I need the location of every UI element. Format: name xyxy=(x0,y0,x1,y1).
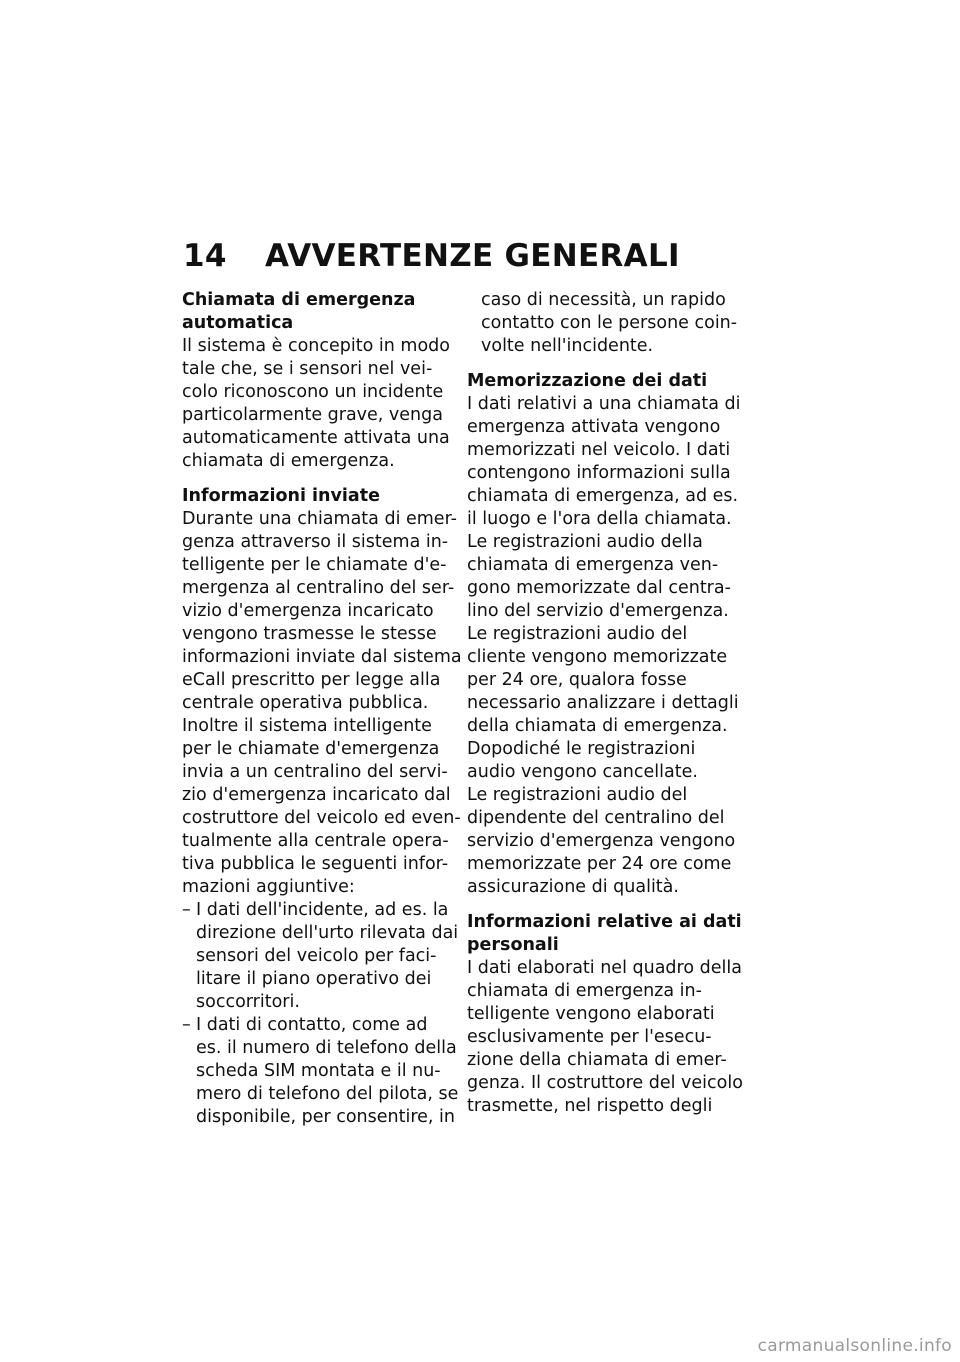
line-text: sensori del veicolo per faci- xyxy=(196,946,437,966)
text-line xyxy=(467,669,733,692)
line-text: eCall prescritto per legge alla xyxy=(182,670,441,690)
line-text: disponibile, per consentire, in xyxy=(196,1107,455,1127)
line-text: zione della chiamata di emer- xyxy=(467,1050,727,1070)
line-text: contatto con le persone coin- xyxy=(481,313,738,333)
text-line xyxy=(182,692,448,715)
text-line xyxy=(182,1083,459,1106)
left-column xyxy=(182,289,462,1129)
line-text: assicurazione di qualità. xyxy=(467,877,679,897)
line-text: chiamata di emergenza ven- xyxy=(467,555,719,575)
line-text: Chiamata di emergenza xyxy=(182,290,416,310)
text-line xyxy=(467,715,733,738)
line-text: per le chiamate d'emergenza xyxy=(182,739,440,759)
section-heading xyxy=(467,370,733,393)
line-text: direzione dell'urto rilevata dai xyxy=(196,923,459,943)
line-text: tualmente alla centrale opera- xyxy=(182,831,449,851)
line-text: memorizzate per 24 ore come xyxy=(467,854,732,874)
list-bullet: – xyxy=(182,900,191,920)
text-line xyxy=(182,899,448,922)
text-line xyxy=(182,991,448,1014)
text-line xyxy=(467,807,733,830)
line-text: esclusivamente per l'esecu- xyxy=(467,1027,712,1047)
text-line xyxy=(467,761,733,784)
text-line xyxy=(467,335,733,358)
text-line xyxy=(467,876,733,899)
line-text: il luogo e l'ora della chiamata. xyxy=(467,509,732,529)
line-text: chiamata di emergenza, ad es. xyxy=(467,486,739,506)
text-line xyxy=(467,393,741,416)
line-text: Informazioni inviate xyxy=(182,486,380,506)
line-text: soccorritori. xyxy=(196,992,300,1012)
text-line xyxy=(182,1014,448,1037)
text-line xyxy=(182,577,455,600)
text-line xyxy=(182,1106,455,1129)
text-line xyxy=(182,761,448,784)
section-heading xyxy=(182,485,448,508)
chapter-title: AVVERTENZE GENERALI xyxy=(265,238,680,274)
text-line xyxy=(182,853,448,876)
text-line xyxy=(182,715,448,738)
text-line xyxy=(182,335,448,358)
text-line xyxy=(467,853,733,876)
text-line xyxy=(182,427,448,450)
text-line xyxy=(467,692,739,715)
text-line xyxy=(182,784,451,807)
list-bullet: – xyxy=(182,1015,191,1035)
page-title xyxy=(183,238,680,274)
section-heading xyxy=(182,289,448,312)
text-line xyxy=(182,450,448,473)
text-line xyxy=(467,554,733,577)
text-line xyxy=(182,830,448,853)
text-line xyxy=(467,485,739,508)
line-text: tiva pubblica le seguenti infor- xyxy=(182,854,449,874)
line-text: invia a un centralino del servi- xyxy=(182,762,448,782)
watermark-footer: carmanualsonline.info xyxy=(757,1336,952,1356)
line-text: cliente vengono memorizzate xyxy=(467,647,728,667)
line-text: per 24 ore, qualora fosse xyxy=(467,670,687,690)
text-line xyxy=(182,669,448,692)
line-text: mazioni aggiuntive: xyxy=(182,877,355,897)
line-text: I dati dell'incidente, ad es. la xyxy=(196,900,449,920)
text-line xyxy=(182,381,448,404)
line-text: Le registrazioni audio della xyxy=(467,532,703,552)
line-text: automatica xyxy=(182,313,294,333)
line-text: trasmette, nel rispetto degli xyxy=(467,1096,713,1116)
line-text: personali xyxy=(467,935,559,955)
text-line xyxy=(467,738,733,761)
text-line xyxy=(182,922,459,945)
line-text: Informazioni relative ai dati xyxy=(467,912,742,932)
line-text: scheda SIM montata e il nu- xyxy=(196,1061,441,1081)
text-line xyxy=(182,623,448,646)
line-text: I dati di contatto, come ad xyxy=(196,1015,428,1035)
text-line xyxy=(182,945,448,968)
line-text: colo riconoscono un incidente xyxy=(182,382,444,402)
line-text: servizio d'emergenza vengono xyxy=(467,831,736,851)
section-heading xyxy=(467,934,733,957)
line-text: costruttore del veicolo ed even- xyxy=(182,808,461,828)
line-text: caso di necessità, un rapido xyxy=(481,290,726,310)
line-text: es. il numero di telefono della xyxy=(196,1038,457,1058)
line-text: lino del servizio d'emergenza. xyxy=(467,601,729,621)
line-text: mero di telefono del pilota, se xyxy=(196,1084,459,1104)
line-text: necessario analizzare i dettagli xyxy=(467,693,739,713)
line-text: emergenza attivata vengono xyxy=(467,417,721,437)
line-text: della chiamata di emergenza. xyxy=(467,716,728,736)
text-line xyxy=(182,531,448,554)
line-text: telligente vengono elaborati xyxy=(467,1004,715,1024)
text-line xyxy=(182,807,461,830)
line-text: chiamata di emergenza. xyxy=(182,451,395,471)
line-text: chiamata di emergenza in- xyxy=(467,981,702,1001)
text-line xyxy=(182,1037,457,1060)
right-column xyxy=(467,289,743,1118)
line-text: Inoltre il sistema intelligente xyxy=(182,716,432,736)
line-text: memorizzati nel veicolo. I dati xyxy=(467,440,731,460)
text-line xyxy=(467,646,733,669)
line-text: Il sistema è concepito in modo xyxy=(182,336,450,356)
text-line xyxy=(467,980,733,1003)
line-text: zio d'emergenza incaricato dal xyxy=(182,785,451,805)
line-text: tale che, se i sensori nel vei- xyxy=(182,359,433,379)
line-text: Le registrazioni audio del xyxy=(467,785,688,805)
text-line xyxy=(467,957,742,980)
text-line xyxy=(182,404,448,427)
text-line xyxy=(467,462,733,485)
text-line xyxy=(182,1060,448,1083)
line-text: Le registrazioni audio del xyxy=(467,624,688,644)
text-line xyxy=(467,289,733,312)
paragraph-gap xyxy=(467,358,733,370)
chapter-number: 14 xyxy=(183,238,227,274)
text-line xyxy=(467,1095,733,1118)
line-text: vizio d'emergenza incaricato xyxy=(182,601,434,621)
line-text: I dati relativi a una chiamata di xyxy=(467,394,741,414)
text-line xyxy=(467,508,733,531)
line-text: Dopodiché le registrazioni xyxy=(467,739,696,759)
text-line xyxy=(467,1003,733,1026)
line-text: Durante una chiamata di emer- xyxy=(182,509,457,529)
line-text: contengono informazioni sulla xyxy=(467,463,731,483)
text-line xyxy=(467,600,733,623)
line-text: gono memorizzate dal centra- xyxy=(467,578,731,598)
line-text: audio vengono cancellate. xyxy=(467,762,698,782)
text-line xyxy=(182,554,448,577)
text-line xyxy=(182,600,448,623)
text-line xyxy=(467,312,738,335)
text-line xyxy=(182,876,448,899)
line-text: I dati elaborati nel quadro della xyxy=(467,958,742,978)
text-line xyxy=(182,646,462,669)
line-text: Memorizzazione dei dati xyxy=(467,371,708,391)
line-text: litare il piano operativo dei xyxy=(196,969,432,989)
text-line xyxy=(182,968,448,991)
text-line xyxy=(467,1072,743,1095)
text-line xyxy=(467,439,733,462)
text-line xyxy=(182,358,448,381)
text-line xyxy=(182,738,448,761)
line-text: volte nell'incidente. xyxy=(481,336,654,356)
line-text: genza attraverso il sistema in- xyxy=(182,532,449,552)
line-text: genza. Il costruttore del veicolo xyxy=(467,1073,743,1093)
text-line xyxy=(467,623,733,646)
line-text: telligente per le chiamate d'e- xyxy=(182,555,447,575)
text-line xyxy=(467,531,733,554)
text-line xyxy=(467,784,733,807)
line-text: centrale operativa pubblica. xyxy=(182,693,429,713)
text-line xyxy=(467,416,733,439)
paragraph-gap xyxy=(467,899,733,911)
text-line xyxy=(467,577,733,600)
line-text: informazioni inviate dal sistema xyxy=(182,647,462,667)
text-line xyxy=(467,1049,733,1072)
line-text: vengono trasmesse le stesse xyxy=(182,624,437,644)
section-heading xyxy=(182,312,448,335)
section-heading xyxy=(467,911,742,934)
line-text: dipendente del centralino del xyxy=(467,808,725,828)
paragraph-gap xyxy=(182,473,448,485)
text-line xyxy=(467,1026,733,1049)
line-text: particolarmente grave, venga xyxy=(182,405,443,425)
line-text: automaticamente attivata una xyxy=(182,428,450,448)
text-line xyxy=(182,508,457,531)
text-line xyxy=(467,830,736,853)
line-text: mergenza al centralino del ser- xyxy=(182,578,455,598)
